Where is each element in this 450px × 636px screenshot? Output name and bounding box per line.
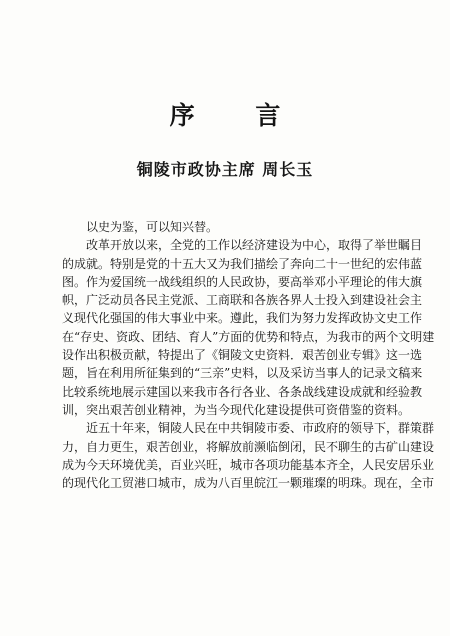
paragraph	[62, 236, 435, 419]
page-title: 序 言	[169, 101, 307, 130]
text-line: 设作出积极贡献，特提出了《铜陵文史资料．艰苦创业专辑》这一选	[62, 348, 423, 363]
text-line: 训，突出艰苦创业精神，为当今现代化建设提供可资借鉴的资料。	[62, 402, 411, 417]
paragraph	[62, 419, 435, 492]
text-line: 力，自力更生，艰苦创业，将解放前濒临倒闭，民不聊生的古矿山建设	[62, 439, 435, 454]
text-line: 图。作为爱国统一战线组织的人民政协，要高举邓小平理论的伟大旗	[62, 274, 423, 289]
text-line: 的成就。特别是党的十五大又为我们描绘了奔向二十一世纪的宏伟蓝	[62, 256, 423, 271]
text-line: 在“存史、资政、团结、育人”方面的优势和特点，为我市的两个文明建	[62, 329, 435, 344]
text-line: 题，旨在利用所征集到的“三亲”史料，以及采访当事人的记录文稿来	[62, 366, 423, 381]
body-text	[62, 218, 435, 492]
text-line: 近五十年来，铜陵人民在中共铜陵市委、市政府的领导下，群策群	[86, 421, 435, 436]
text-line: 义现代化强国的伟大事业中来。遵此，我们为努力发挥政协文史工作	[62, 311, 423, 326]
paragraph	[62, 218, 402, 236]
text-line: 改革开放以来，全党的工作以经济建设为中心，取得了举世瞩目	[86, 238, 423, 253]
text-line: 比较系统地展示建国以来我市各行各业、各条战线建设成就和经验教	[62, 384, 423, 399]
text-line: 成为今天环境优美，百业兴旺，城市各项功能基本齐全，人民安居乐业	[62, 457, 435, 472]
author-byline: 铜陵市政协主席 周长玉	[136, 160, 314, 179]
text-line: 帜，广泛动员各民主党派、工商联和各族各界人士投入到建设社会主	[62, 293, 423, 308]
text-line: 以史为鉴，可以知兴替。	[86, 220, 219, 234]
text-line: 的现代化工贸港口城市，成为八百里皖江一颗璀璨的明珠。现在，全市	[62, 476, 435, 491]
